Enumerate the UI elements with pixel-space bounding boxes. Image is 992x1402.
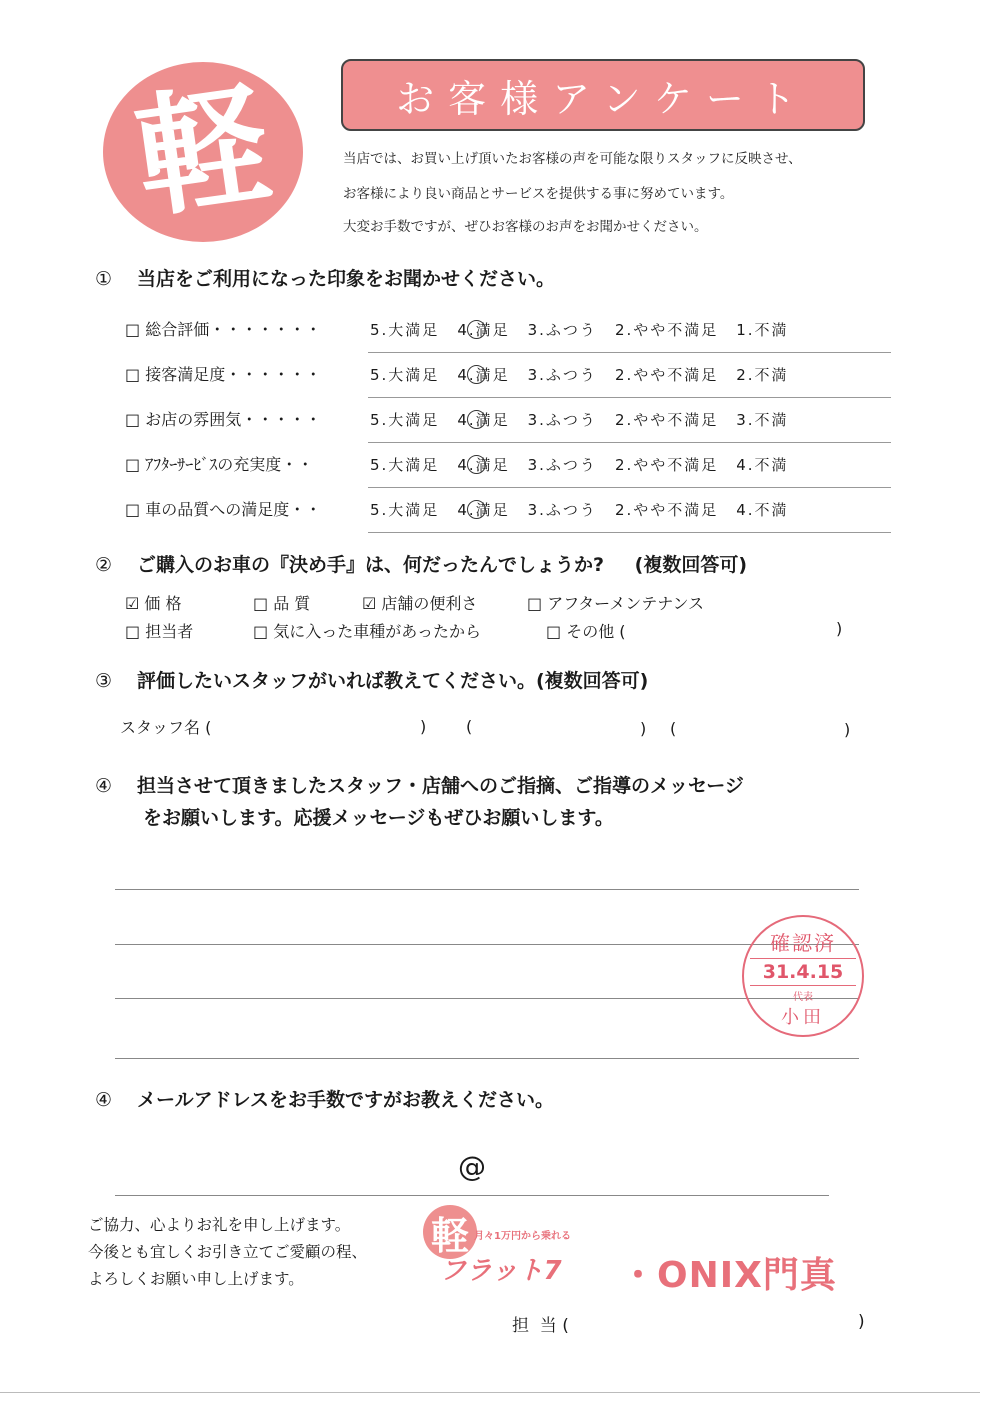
row-divider xyxy=(368,532,891,533)
scale-option[interactable]: 2.やや不満足 xyxy=(614,456,719,474)
question-4-line-1: 担当させて頂きましたスタッフ・店舗へのご指摘、ご指導のメッセージ xyxy=(137,775,744,797)
staff-paren: ) xyxy=(420,717,427,736)
handwritten-circle-mark xyxy=(467,320,486,339)
question-4 xyxy=(95,771,744,798)
survey-title: お客様アンケート xyxy=(341,59,865,131)
question-2-text: ご購入のお車の『決め手』は、何だったんでしょうか? xyxy=(137,554,605,576)
thanks-line-1: ご協力、心よりお礼を申し上げます。 xyxy=(88,1216,351,1234)
message-line[interactable] xyxy=(115,1058,859,1059)
handwritten-circle-mark xyxy=(467,455,486,474)
question-1-number: ① xyxy=(95,268,113,290)
scale-option[interactable]: 2.やや不満足 xyxy=(614,321,719,339)
question-email xyxy=(95,1085,554,1112)
row-divider xyxy=(368,352,891,353)
question-1-text: 当店をご利用になった印象をお聞かせください。 xyxy=(137,268,556,290)
scale-option[interactable]: 3.ふつう xyxy=(527,321,597,339)
question-1 xyxy=(95,264,555,291)
rating-scale xyxy=(370,319,807,340)
footer-logo-kanji: 軽 xyxy=(430,1213,469,1258)
question-2-number: ② xyxy=(95,554,113,576)
checkbox-after-maintenance[interactable]: □ アフターメンテナンス xyxy=(527,594,705,613)
scale-option[interactable]: 2.やや不満足 xyxy=(614,366,719,384)
scale-option[interactable]: 5.大満足 xyxy=(370,411,440,429)
scale-option[interactable]: 4.満足 xyxy=(457,411,510,429)
question-2-note: (複数回答可) xyxy=(634,554,748,576)
scale-option[interactable]: 2.不満 xyxy=(736,366,789,384)
scale-option[interactable]: 4.不満 xyxy=(736,501,789,519)
message-line[interactable] xyxy=(115,889,859,890)
question-3 xyxy=(95,666,648,693)
staff-paren: ( xyxy=(670,719,677,738)
checkbox-staff[interactable]: □ 担当者 xyxy=(125,622,194,641)
rating-row-label[interactable]: □ ｱﾌﾀｰｻｰﾋﾞｽの充実度・・ xyxy=(125,455,314,474)
scale-option[interactable]: 4.満足 xyxy=(457,366,510,384)
intro-line-1: 当店では、お買い上げ頂いたお客様の声を可能な限りスタッフに反映させ、 xyxy=(343,151,802,167)
handwritten-circle-mark xyxy=(467,365,486,384)
scale-option[interactable]: 3.不満 xyxy=(736,411,789,429)
question-4-number: ④ xyxy=(95,775,113,797)
other-close-paren: ) xyxy=(836,619,843,638)
checkbox-store-convenience[interactable]: ☑ 店舗の便利さ xyxy=(362,594,478,613)
rating-row-label[interactable]: □ お店の雰囲気・・・・・ xyxy=(125,410,322,429)
staff-paren: ( xyxy=(466,717,473,736)
scale-option[interactable]: 1.不満 xyxy=(736,321,789,339)
scale-option[interactable]: 5.大満足 xyxy=(370,321,440,339)
logo-kanji: 軽 xyxy=(126,66,280,238)
bottom-border xyxy=(0,1392,980,1393)
staff-paren: ) xyxy=(640,719,647,738)
question-2 xyxy=(95,550,747,577)
staff-paren: ) xyxy=(844,720,851,739)
tanto-label: 担 当 ( xyxy=(512,1316,569,1336)
stamp-confirmed: 確認済 xyxy=(770,931,836,955)
rating-scale xyxy=(370,409,807,430)
row-divider xyxy=(368,442,891,443)
email-line[interactable] xyxy=(115,1195,829,1196)
scale-option[interactable]: 4.不満 xyxy=(736,456,789,474)
scale-option[interactable]: 2.やや不満足 xyxy=(614,411,719,429)
scale-option[interactable]: 5.大満足 xyxy=(370,366,440,384)
row-divider xyxy=(368,397,891,398)
at-sign: @ xyxy=(458,1150,486,1183)
checkbox-price[interactable]: ☑ 価 格 xyxy=(125,594,182,613)
scale-option[interactable]: 3.ふつう xyxy=(527,456,597,474)
rating-scale xyxy=(370,454,807,475)
confirmation-stamp xyxy=(742,915,864,1037)
checkbox-car-model[interactable]: □ 気に入った車種があったから xyxy=(253,622,482,641)
scale-option[interactable]: 5.大満足 xyxy=(370,501,440,519)
scale-option[interactable]: 3.ふつう xyxy=(527,366,597,384)
rating-scale xyxy=(370,499,807,520)
checkbox-quality[interactable]: □ 品 質 xyxy=(253,594,311,613)
question-email-text: メールアドレスをお手数ですがお教えください。 xyxy=(137,1089,555,1111)
rating-scale xyxy=(370,364,807,385)
row-divider xyxy=(368,487,891,488)
brand-logo-circle xyxy=(103,62,303,242)
intro-line-3: 大変お手数ですが、ぜひお客様のお声をお聞かせください。 xyxy=(343,219,708,235)
tanto-close-paren: ) xyxy=(858,1312,865,1332)
scale-option[interactable]: 4.満足 xyxy=(457,501,510,519)
handwritten-circle-mark xyxy=(467,500,486,519)
scale-option[interactable]: 3.ふつう xyxy=(527,411,597,429)
rating-row-label[interactable]: □ 総合評価・・・・・・・ xyxy=(125,320,322,339)
rating-row-label[interactable]: □ 接客満足度・・・・・・ xyxy=(125,365,322,384)
stamp-role: 代表 xyxy=(793,992,813,1003)
handwritten-circle-mark xyxy=(467,410,486,429)
question-4-line-2: をお願いします。応援メッセージもぜひお願いします。 xyxy=(143,807,614,829)
footer-tagline: 月々1万円から乗れる xyxy=(474,1231,571,1242)
footer-brand: ・ONIX門真 xyxy=(620,1255,837,1296)
scale-option[interactable]: 4.満足 xyxy=(457,321,510,339)
scale-option[interactable]: 4.満足 xyxy=(457,456,510,474)
intro-line-2: お客様により良い商品とサービスを提供する事に努めています。 xyxy=(343,186,734,202)
scale-option[interactable]: 3.ふつう xyxy=(527,501,597,519)
rating-row-label[interactable]: □ 車の品質への満足度・・ xyxy=(125,500,322,519)
stamp-name: 小田 xyxy=(781,1007,825,1028)
staff-name-label: スタッフ名 ( xyxy=(120,718,212,737)
stamp-date: 31.4.15 xyxy=(750,958,856,986)
scale-option[interactable]: 5.大満足 xyxy=(370,456,440,474)
question-email-number: ④ xyxy=(95,1089,113,1111)
scale-option[interactable]: 2.やや不満足 xyxy=(614,501,719,519)
question-3-text: 評価したいスタッフがいれば教えてください。(複数回答可) xyxy=(137,670,649,692)
question-3-number: ③ xyxy=(95,670,113,692)
thanks-line-2: 今後とも宜しくお引き立てご愛顧の程、 xyxy=(88,1243,368,1261)
checkbox-other[interactable]: □ その他 ( xyxy=(546,622,626,641)
thanks-line-3: よろしくお願い申し上げます。 xyxy=(88,1270,304,1288)
footer-flat7: フラット7 xyxy=(440,1256,562,1286)
